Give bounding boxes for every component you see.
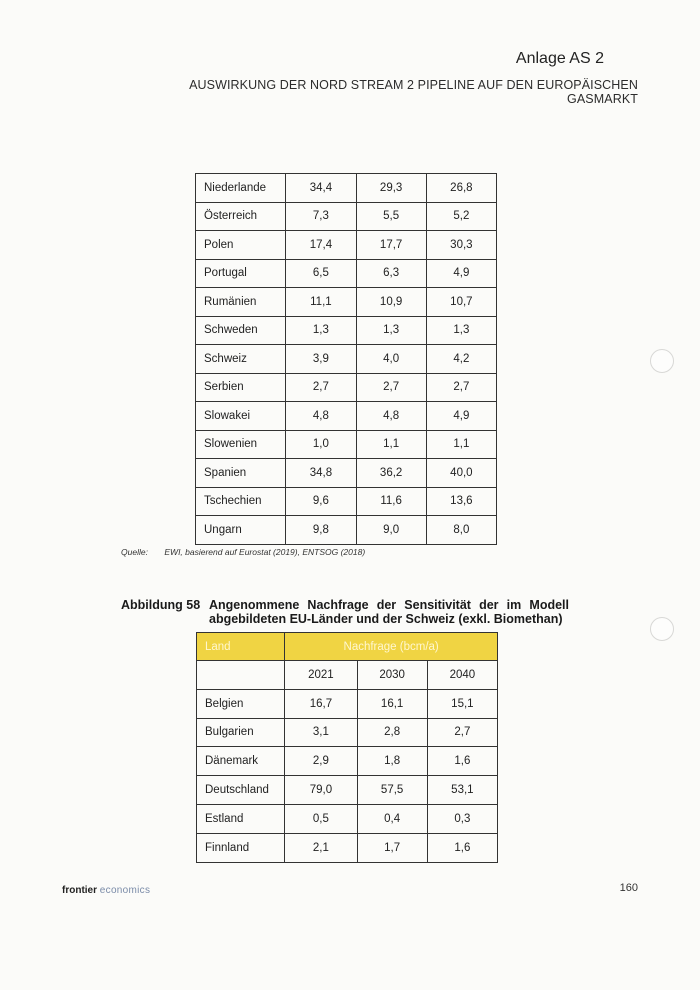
value-cell: 11,1 [286,288,356,317]
value-cell: 2,7 [286,373,356,402]
country-cell: Österreich [196,202,286,231]
value-cell: 11,6 [356,487,426,516]
value-cell: 34,8 [286,459,356,488]
value-cell: 9,0 [356,516,426,545]
country-cell: Slowakei [196,402,286,431]
document-subtitle [158,78,638,106]
value-cell: 3,1 [285,718,357,747]
year-cell: 2021 [285,661,357,690]
country-cell: Spanien [196,459,286,488]
punch-hole-mark [650,617,674,641]
value-cell: 34,4 [286,174,356,203]
table-row [196,174,497,203]
country-cell: Niederlande [196,174,286,203]
table-row [197,804,498,833]
value-cell: 30,3 [426,231,496,260]
value-cell: 5,5 [356,202,426,231]
country-cell: Ungarn [196,516,286,545]
table-row [196,402,497,431]
country-cell: Schweiz [196,345,286,374]
table-row [197,689,498,718]
value-cell: 4,2 [426,345,496,374]
value-cell: 4,0 [356,345,426,374]
table-row [196,288,497,317]
country-cell: Portugal [196,259,286,288]
demand-table-continued [195,173,497,545]
value-cell: 0,4 [357,804,427,833]
country-cell: Serbien [196,373,286,402]
table-row [197,776,498,805]
value-cell: 7,3 [286,202,356,231]
column-header-land: Land [197,633,285,661]
value-cell: 6,3 [356,259,426,288]
table-row [196,487,497,516]
figure-caption [121,598,571,626]
table-row [196,373,497,402]
figure-number: Abbildung 58 [121,598,201,612]
country-cell: Deutschland [197,776,285,805]
value-cell: 1,8 [357,747,427,776]
brand-logo [62,885,150,896]
subtitle-line-1: AUSWIRKUNG DER NORD STREAM 2 PIPELINE AUF DEN EUROPÄISCHEN [189,78,638,92]
value-cell: 2,7 [356,373,426,402]
value-cell: 17,4 [286,231,356,260]
caption-line-2: abgebildeten EU-Länder und der Schweiz (exkl. Biomethan) [209,612,563,626]
value-cell: 1,3 [286,316,356,345]
value-cell: 9,6 [286,487,356,516]
column-header-nachfrage: Nachfrage (bcm/a) [285,633,498,661]
year-row [197,661,498,690]
source-text: EWI, basierend auf Eurostat (2019), ENTSOG (2018) [164,547,366,557]
country-cell: Finnland [197,833,285,862]
subtitle-line-2: GASMARKT [567,92,638,106]
country-cell: Polen [196,231,286,260]
table-row [196,231,497,260]
caption-line-1: Angenommene Nachfrage der Sensitivität der im Modell [209,598,569,612]
country-cell: Tschechien [196,487,286,516]
country-cell: Schweden [196,316,286,345]
table-row [197,718,498,747]
value-cell: 4,8 [356,402,426,431]
value-cell: 10,7 [426,288,496,317]
demand-table [196,632,498,863]
table-row [196,345,497,374]
value-cell: 79,0 [285,776,357,805]
value-cell: 2,9 [285,747,357,776]
table-row [196,202,497,231]
value-cell: 1,1 [426,430,496,459]
value-cell: 15,1 [427,689,497,718]
table-row [197,833,498,862]
value-cell: 6,5 [286,259,356,288]
country-cell: Rumänien [196,288,286,317]
country-cell: Dänemark [197,747,285,776]
value-cell: 4,9 [426,259,496,288]
value-cell: 4,9 [426,402,496,431]
value-cell: 9,8 [286,516,356,545]
value-cell: 2,7 [427,718,497,747]
value-cell: 57,5 [357,776,427,805]
table-row [196,316,497,345]
value-cell: 16,1 [357,689,427,718]
year-cell: 2040 [427,661,497,690]
value-cell: 26,8 [426,174,496,203]
value-cell: 1,1 [356,430,426,459]
brand-name-bold: frontier [62,885,97,896]
value-cell: 0,3 [427,804,497,833]
table-header-row [197,633,498,661]
appendix-label: Anlage AS 2 [515,50,604,67]
page-number: 160 [619,882,638,894]
table-row [196,430,497,459]
value-cell: 2,1 [285,833,357,862]
value-cell: 1,3 [426,316,496,345]
table-row [196,516,497,545]
value-cell: 1,0 [286,430,356,459]
value-cell: 4,8 [286,402,356,431]
value-cell: 40,0 [426,459,496,488]
value-cell: 3,9 [286,345,356,374]
source-label: Quelle: [121,547,148,557]
value-cell: 29,3 [356,174,426,203]
value-cell: 1,6 [427,833,497,862]
year-cell: 2030 [357,661,427,690]
source-note [121,547,365,557]
table-row [197,747,498,776]
country-cell: Bulgarien [197,718,285,747]
value-cell: 5,2 [426,202,496,231]
value-cell: 2,8 [357,718,427,747]
value-cell: 8,0 [426,516,496,545]
country-cell: Belgien [197,689,285,718]
country-cell: Estland [197,804,285,833]
value-cell: 1,6 [427,747,497,776]
value-cell: 36,2 [356,459,426,488]
value-cell: 10,9 [356,288,426,317]
value-cell: 17,7 [356,231,426,260]
value-cell: 53,1 [427,776,497,805]
value-cell: 0,5 [285,804,357,833]
value-cell: 2,7 [426,373,496,402]
table-row [196,459,497,488]
table-row [196,259,497,288]
punch-hole-mark [650,349,674,373]
value-cell: 16,7 [285,689,357,718]
empty-cell [197,661,285,690]
country-cell: Slowenien [196,430,286,459]
value-cell: 1,7 [357,833,427,862]
brand-name-light: economics [99,885,151,896]
value-cell: 13,6 [426,487,496,516]
value-cell: 1,3 [356,316,426,345]
